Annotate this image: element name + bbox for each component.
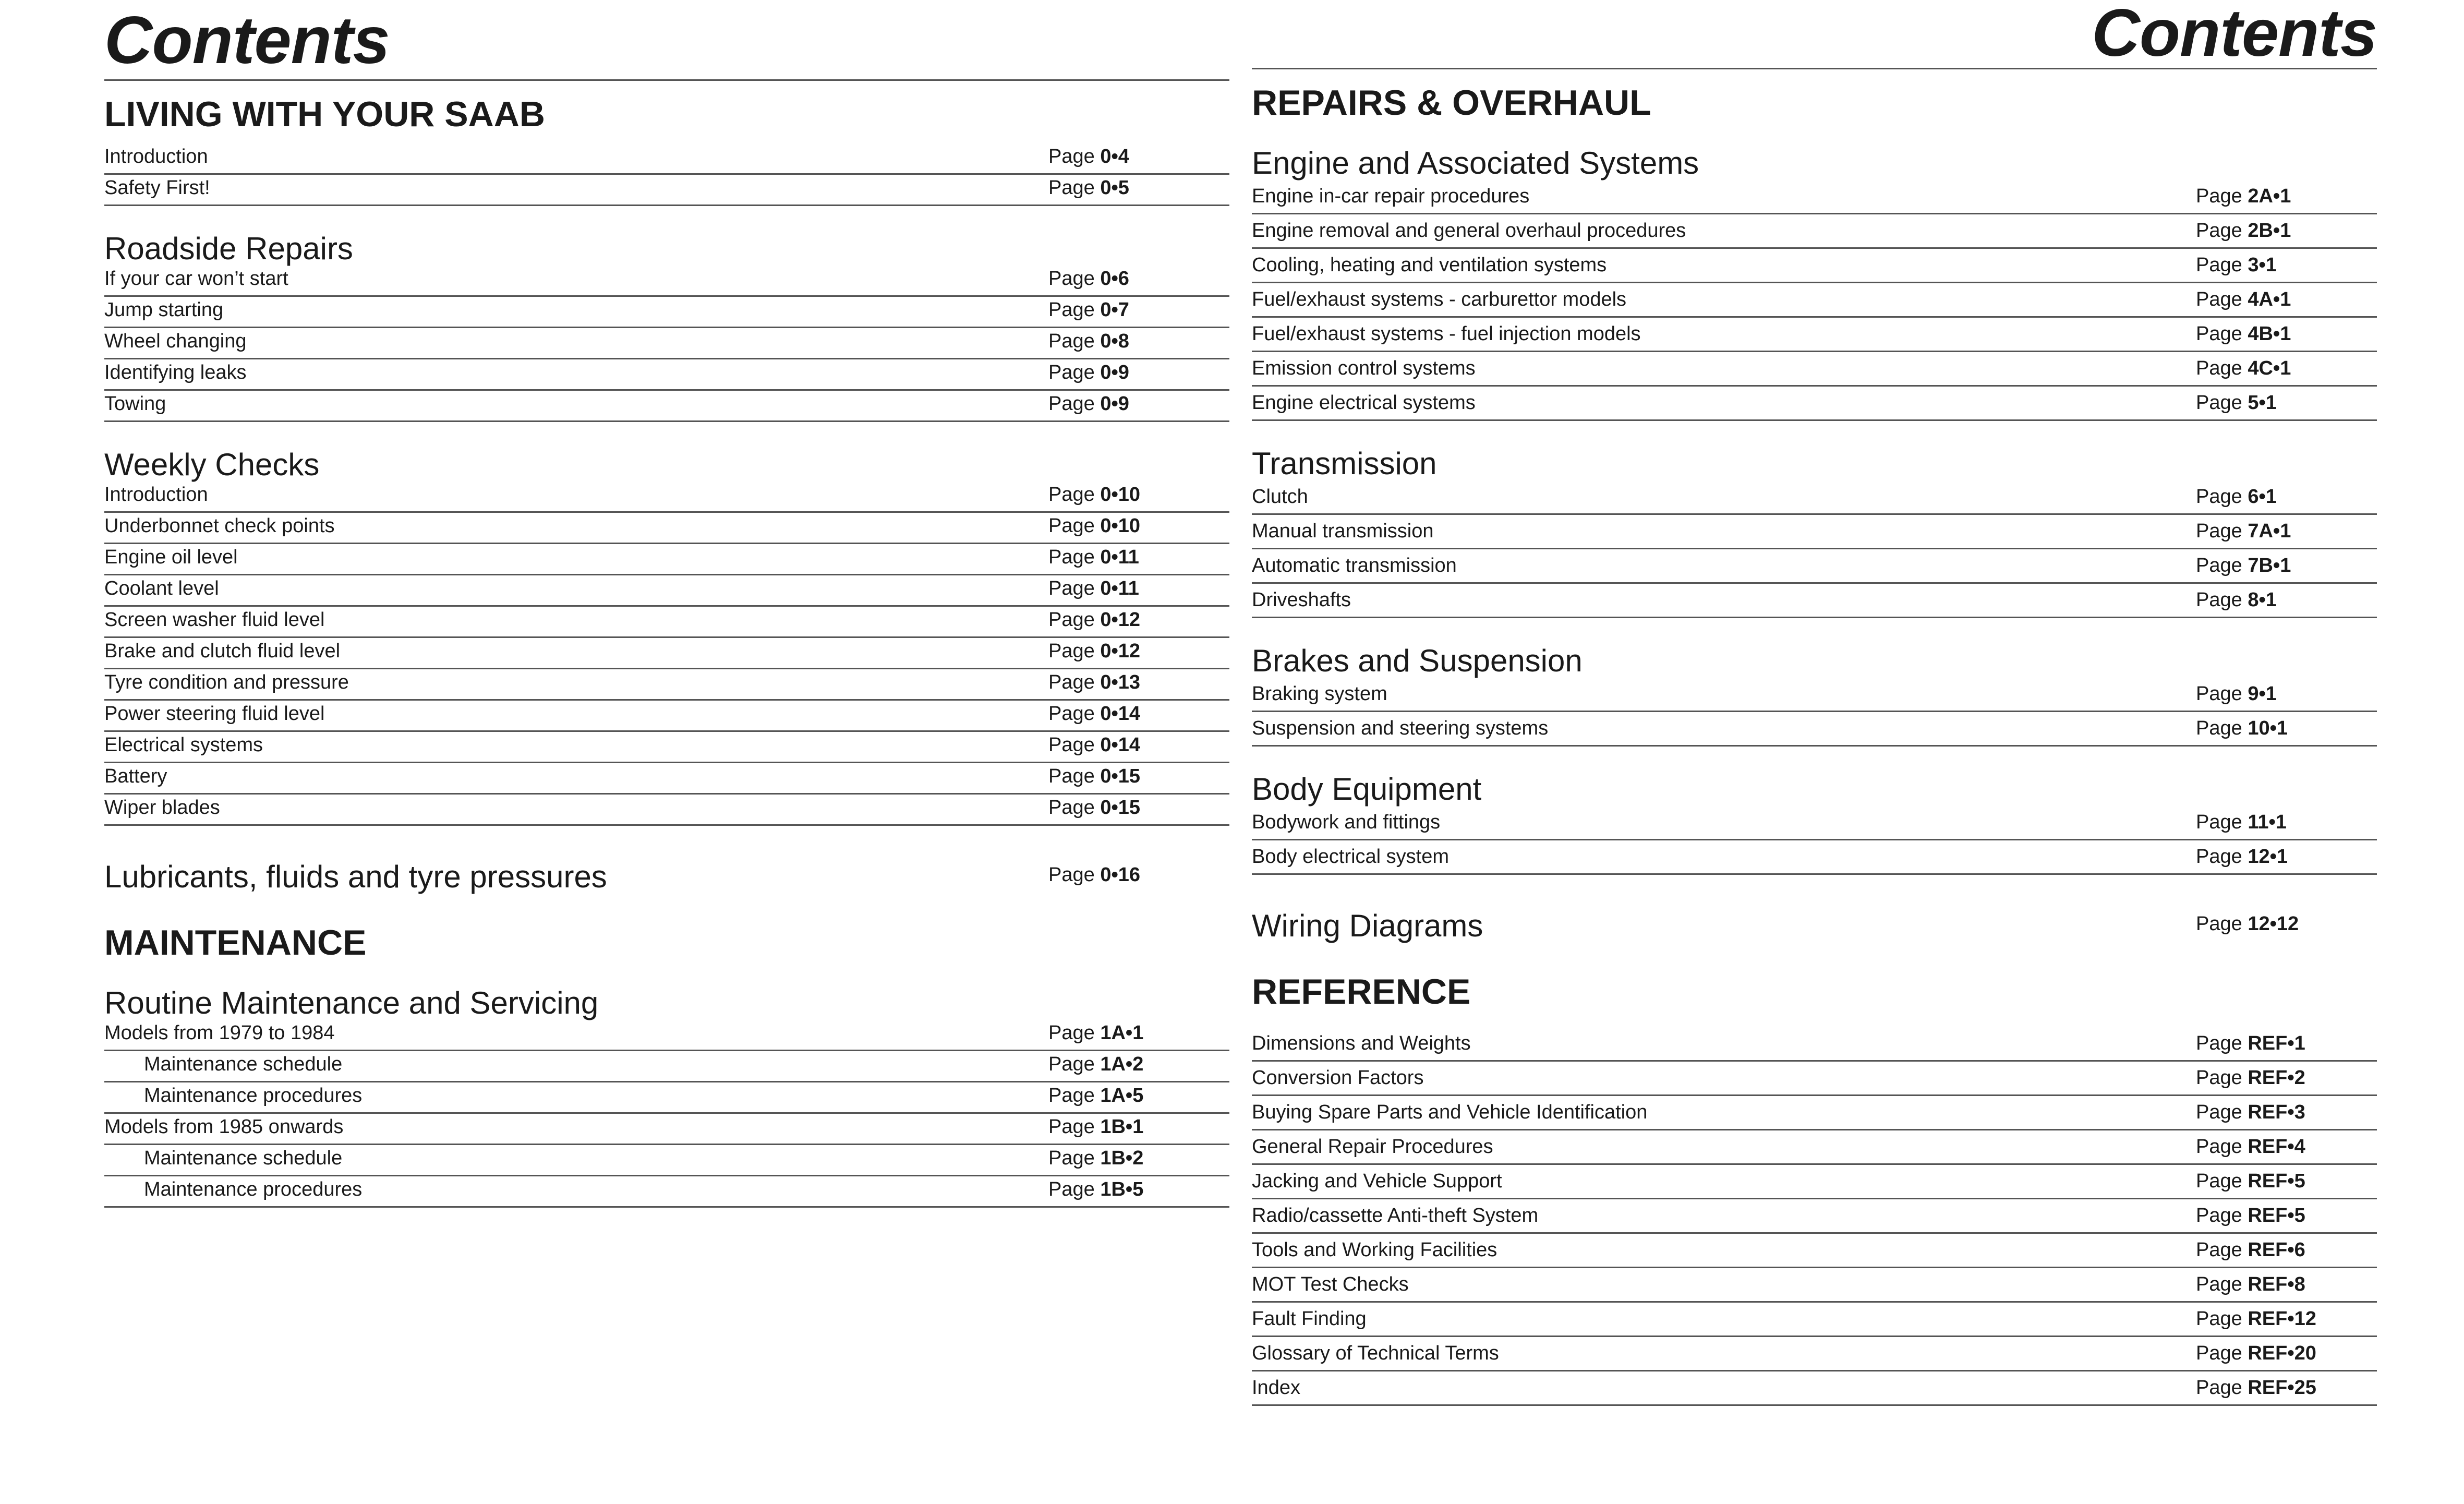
page-prefix: Page <box>2196 589 2242 611</box>
page-number: 0•6 <box>1100 268 1129 290</box>
page-prefix: Page <box>1048 1116 1095 1138</box>
toc-entry-label: Body electrical system <box>1252 846 1450 868</box>
group-heading: Brakes and Suspension <box>1252 643 1583 678</box>
toc-entry-label: Fuel/exhaust systems - carburettor models <box>1252 288 1627 310</box>
toc-row[interactable] <box>1252 1096 2377 1130</box>
page-prefix: Page <box>1048 864 1095 886</box>
toc-entry-label: Maintenance procedures <box>144 1178 363 1200</box>
toc-row[interactable] <box>1252 549 2377 584</box>
page-number: REF•8 <box>2248 1273 2305 1295</box>
right-page <box>1252 0 2377 1406</box>
toc-entry-label: Brake and clutch fluid level <box>104 640 341 662</box>
toc-page-ref <box>1048 1053 1143 1076</box>
page-prefix: Page <box>1048 393 1095 415</box>
toc-row[interactable] <box>1252 1199 2377 1234</box>
toc-entry-label: Tools and Working Facilities <box>1252 1239 1497 1261</box>
toc-page-ref <box>1048 546 1139 569</box>
toc-row[interactable] <box>1252 1268 2377 1303</box>
toc-page-ref <box>1048 1085 1143 1107</box>
page-number: 0•8 <box>1100 330 1129 352</box>
toc-row[interactable] <box>1252 678 2377 712</box>
toc-row[interactable] <box>104 763 1229 795</box>
page-number: 1B•5 <box>1100 1178 1144 1200</box>
toc-row[interactable] <box>104 669 1229 701</box>
page-prefix: Page <box>2196 1273 2242 1295</box>
page-number: REF•5 <box>2248 1205 2305 1226</box>
toc-row[interactable] <box>1252 352 2377 387</box>
toc-row[interactable] <box>1252 840 2377 875</box>
group-heading: Body Equipment <box>1252 772 1482 807</box>
page-number: REF•1 <box>2248 1032 2305 1054</box>
toc-row[interactable] <box>104 1051 1229 1082</box>
page-title: Contents <box>2092 0 2377 70</box>
toc-entry-label: Introduction <box>104 484 208 506</box>
toc-row[interactable] <box>104 513 1229 544</box>
toc-row[interactable] <box>1252 1371 2377 1406</box>
toc-entry-label: Bodywork and fittings <box>1252 811 1441 833</box>
page-number: 9•1 <box>2248 683 2277 705</box>
toc-page-ref <box>1048 177 1129 199</box>
toc-page-ref <box>1048 797 1140 819</box>
toc-page-ref <box>2196 323 2291 345</box>
toc-page-ref <box>2196 1342 2316 1365</box>
page-number: 6•1 <box>2248 486 2277 508</box>
page-number: 0•4 <box>1100 146 1129 167</box>
toc-row[interactable] <box>1252 1027 2377 1062</box>
page-number: 0•7 <box>1100 299 1129 321</box>
toc-entry-label: Automatic transmission <box>1252 555 1457 576</box>
page-title: Contents <box>104 3 390 78</box>
page-prefix: Page <box>2196 323 2242 345</box>
toc-row[interactable] <box>104 175 1229 206</box>
page-number: REF•25 <box>2248 1377 2316 1399</box>
toc-page-ref <box>1048 1147 1143 1170</box>
toc-page-ref <box>2196 1273 2305 1296</box>
toc-page-ref <box>2196 555 2291 577</box>
toc-page-ref <box>2196 846 2288 868</box>
toc-page-ref <box>2196 589 2277 611</box>
page-number: REF•5 <box>2248 1170 2305 1192</box>
page-prefix: Page <box>2196 1032 2242 1054</box>
toc-entry-label: Electrical systems <box>104 734 263 756</box>
toc-row[interactable] <box>1252 318 2377 352</box>
toc-entry-label: Wiper blades <box>104 797 220 819</box>
page-prefix: Page <box>1048 268 1095 290</box>
page-prefix: Page <box>1048 1022 1095 1044</box>
toc-row[interactable] <box>1252 1303 2377 1337</box>
page-number: 0•15 <box>1100 797 1141 819</box>
group-heading: Roadside Repairs <box>104 231 353 266</box>
page-prefix: Page <box>2196 288 2242 310</box>
toc-page-ref <box>2196 288 2291 311</box>
toc-entry-label: Fuel/exhaust systems - fuel injection models <box>1252 323 1641 345</box>
page-number: 12•1 <box>2248 846 2288 868</box>
page-prefix: Page <box>1048 484 1095 506</box>
toc-row[interactable] <box>1252 1337 2377 1371</box>
standalone-entry[interactable] <box>1252 896 2377 943</box>
toc-page-ref <box>1048 671 1140 694</box>
toc-row[interactable] <box>1252 214 2377 249</box>
toc-page-ref <box>2196 717 2288 740</box>
page-prefix: Page <box>2196 913 2242 935</box>
toc-entry-label: Fault Finding <box>1252 1308 1367 1330</box>
toc-page-ref <box>1048 484 1140 506</box>
page-number: 0•16 <box>1100 864 1141 886</box>
page-prefix: Page <box>1048 765 1095 787</box>
toc-page-ref <box>2196 1239 2305 1261</box>
section-heading: LIVING WITH YOUR SAAB <box>104 94 545 134</box>
toc-page-ref <box>2196 220 2291 242</box>
toc-row[interactable] <box>1252 283 2377 318</box>
toc-entry-label: Clutch <box>1252 486 1308 508</box>
page-prefix: Page <box>1048 146 1095 167</box>
page-prefix: Page <box>2196 683 2242 705</box>
toc-entry-label: Wheel changing <box>104 330 247 352</box>
toc-entry-label: Towing <box>104 393 166 415</box>
toc-entry-label: Glossary of Technical Terms <box>1252 1342 1499 1364</box>
toc-page-ref <box>2196 185 2291 208</box>
section-heading: MAINTENANCE <box>104 923 367 962</box>
toc-page-ref <box>2196 520 2291 543</box>
page-number: 1B•1 <box>1100 1116 1144 1138</box>
toc-row[interactable] <box>104 1176 1229 1208</box>
page-prefix: Page <box>1048 1178 1095 1200</box>
toc-page-ref <box>1048 765 1140 788</box>
page-number: 0•14 <box>1100 734 1141 756</box>
toc-page-ref <box>2196 1136 2305 1158</box>
toc-page-ref <box>1048 362 1129 384</box>
toc-page-ref <box>2196 1032 2305 1055</box>
page-prefix: Page <box>1048 609 1095 631</box>
page-prefix: Page <box>2196 1308 2242 1330</box>
page-number: REF•3 <box>2248 1101 2305 1123</box>
toc-left <box>104 94 1229 1208</box>
left-page <box>104 0 1229 1208</box>
toc-entry-label: Dimensions and Weights <box>1252 1032 1471 1054</box>
toc-page-ref <box>2196 683 2277 705</box>
toc-entry-label: Maintenance procedures <box>144 1085 363 1106</box>
page-number: 0•14 <box>1100 703 1141 725</box>
page-number: 5•1 <box>2248 392 2277 414</box>
page-prefix: Page <box>2196 1136 2242 1158</box>
page-prefix: Page <box>2196 811 2242 833</box>
toc-entry-label: Underbonnet check points <box>104 515 335 537</box>
toc-row[interactable] <box>104 1114 1229 1145</box>
page-number: 12•12 <box>2248 913 2299 935</box>
page-number: 0•9 <box>1100 393 1129 415</box>
toc-page-ref <box>1048 577 1139 600</box>
toc-entry-label: Index <box>1252 1377 1300 1399</box>
page-number: REF•6 <box>2248 1239 2305 1261</box>
toc-row[interactable] <box>104 544 1229 575</box>
page-prefix: Page <box>1048 362 1095 383</box>
page-prefix: Page <box>1048 177 1095 199</box>
standalone-label: Wiring Diagrams <box>1252 908 1483 943</box>
standalone-label: Lubricants, fluids and tyre pressures <box>104 859 607 894</box>
page-number: 0•5 <box>1100 177 1129 199</box>
toc-page-ref <box>2196 357 2291 380</box>
toc-entry-label: Tyre condition and pressure <box>104 671 349 693</box>
toc-entry-label: Manual transmission <box>1252 520 1434 542</box>
page-prefix: Page <box>1048 734 1095 756</box>
toc-entry-label: Identifying leaks <box>104 362 247 383</box>
page-number: 1B•2 <box>1100 1147 1144 1169</box>
page-prefix: Page <box>1048 1147 1095 1169</box>
toc-page-ref <box>1048 330 1129 353</box>
page-number: 1A•2 <box>1100 1053 1144 1075</box>
page-prefix: Page <box>2196 1342 2242 1364</box>
page-prefix: Page <box>2196 555 2242 576</box>
toc-entry-label: Maintenance schedule <box>144 1053 343 1075</box>
toc-row[interactable] <box>104 297 1229 328</box>
page-prefix: Page <box>2196 520 2242 542</box>
toc-page-ref <box>1048 1022 1143 1044</box>
toc-entry-label: Conversion Factors <box>1252 1067 1424 1089</box>
page-number: 11•1 <box>2248 811 2287 833</box>
toc-row[interactable] <box>1252 806 2377 840</box>
standalone-entry[interactable] <box>104 847 1229 894</box>
page-prefix: Page <box>1048 1053 1095 1075</box>
toc-row[interactable] <box>104 1020 1229 1051</box>
page-prefix: Page <box>2196 1101 2242 1123</box>
group-heading: Routine Maintenance and Servicing <box>104 985 599 1020</box>
page-number: REF•2 <box>2248 1067 2305 1089</box>
toc-row[interactable] <box>104 391 1229 422</box>
toc-entry-label: Buying Spare Parts and Vehicle Identification <box>1252 1101 1648 1123</box>
page-number: 2B•1 <box>2248 220 2291 242</box>
toc-page-ref <box>1048 640 1140 663</box>
page-prefix: Page <box>2196 392 2242 414</box>
page-prefix: Page <box>2196 1170 2242 1192</box>
toc-page-ref <box>2196 254 2277 276</box>
page-number: 0•9 <box>1100 362 1129 383</box>
page-prefix: Page <box>1048 671 1095 693</box>
toc-row[interactable] <box>1252 249 2377 283</box>
toc-row[interactable] <box>104 732 1229 763</box>
toc-row[interactable] <box>104 795 1229 826</box>
page-number: 0•15 <box>1100 765 1141 787</box>
toc-page-ref <box>1048 268 1129 290</box>
page-prefix: Page <box>1048 330 1095 352</box>
toc-entry-label: Emission control systems <box>1252 357 1476 379</box>
page-prefix: Page <box>1048 299 1095 321</box>
toc-row[interactable] <box>104 575 1229 607</box>
toc-row[interactable] <box>1252 387 2377 421</box>
toc-row[interactable] <box>104 359 1229 391</box>
page-number: 4B•1 <box>2248 323 2291 345</box>
toc-page-ref <box>2196 486 2277 508</box>
page-prefix: Page <box>2196 717 2242 739</box>
page-prefix: Page <box>2196 846 2242 868</box>
group-heading: Transmission <box>1252 446 1437 481</box>
page-number: REF•20 <box>2248 1342 2316 1364</box>
page-prefix: Page <box>1048 703 1095 725</box>
toc-row[interactable] <box>104 1145 1229 1176</box>
page-number: 1A•5 <box>1100 1085 1144 1106</box>
page-prefix: Page <box>2196 486 2242 508</box>
page-prefix: Page <box>2196 357 2242 379</box>
page-number: 2A•1 <box>2248 185 2291 207</box>
toc-entry-label: Engine oil level <box>104 546 238 568</box>
page-prefix: Page <box>1048 1085 1095 1106</box>
toc-entry-label: Safety First! <box>104 177 210 199</box>
page-number: 7A•1 <box>2248 520 2291 542</box>
section-heading: REPAIRS & OVERHAUL <box>1252 83 1651 123</box>
page-number: 0•12 <box>1100 609 1141 631</box>
page-prefix: Page <box>2196 1205 2242 1226</box>
page-number: 10•1 <box>2248 717 2288 739</box>
toc-row[interactable] <box>104 1082 1229 1114</box>
toc-entry-label: Screen washer fluid level <box>104 609 325 631</box>
toc-page-ref <box>2196 1377 2316 1399</box>
section-heading: REFERENCE <box>1252 972 1471 1012</box>
page-prefix: Page <box>2196 1377 2242 1399</box>
page-number: 0•12 <box>1100 640 1141 662</box>
toc-entry-label: Jacking and Vehicle Support <box>1252 1170 1502 1192</box>
toc-entry-label: Battery <box>104 765 167 787</box>
toc-entry-label: Radio/cassette Anti-theft System <box>1252 1205 1539 1226</box>
toc-entry-label: Cooling, heating and ventilation systems <box>1252 254 1607 276</box>
page-number: 0•11 <box>1100 546 1139 568</box>
toc-page-ref <box>1048 515 1140 537</box>
toc-entry-label: Power steering fluid level <box>104 703 325 725</box>
toc-entry-label: General Repair Procedures <box>1252 1136 1493 1158</box>
toc-row[interactable] <box>1252 180 2377 214</box>
toc-page-ref <box>2196 1308 2316 1330</box>
toc-row[interactable] <box>104 482 1229 513</box>
toc-page-ref <box>2196 1067 2305 1089</box>
page-number: 3•1 <box>2248 254 2277 276</box>
page-prefix: Page <box>2196 185 2242 207</box>
page-number: 4A•1 <box>2248 288 2291 310</box>
toc-entry-label: Braking system <box>1252 683 1387 705</box>
toc-row[interactable] <box>1252 1130 2377 1165</box>
toc-page-ref <box>2196 1170 2305 1193</box>
toc-page-ref <box>1048 734 1140 756</box>
page-prefix: Page <box>2196 220 2242 242</box>
page-prefix: Page <box>2196 254 2242 276</box>
toc-entry-label: Engine in-car repair procedures <box>1252 185 1530 207</box>
toc-row[interactable] <box>104 607 1229 638</box>
toc-page-ref <box>2196 1101 2305 1124</box>
toc-row[interactable] <box>1252 1062 2377 1096</box>
page-prefix: Page <box>1048 577 1095 599</box>
page-number: 0•10 <box>1100 484 1141 506</box>
toc-entry-label: Driveshafts <box>1252 589 1351 611</box>
toc-row[interactable] <box>104 701 1229 732</box>
toc-entry-label: Engine electrical systems <box>1252 392 1476 414</box>
toc-right <box>1252 85 2377 1406</box>
toc-entry-label: Models from 1985 onwards <box>104 1116 344 1138</box>
toc-page-ref <box>2196 392 2277 414</box>
page-number: REF•4 <box>2248 1136 2305 1158</box>
toc-entry-label: Maintenance schedule <box>144 1147 343 1169</box>
page-number: 0•10 <box>1100 515 1141 537</box>
page-number: 8•1 <box>2248 589 2277 611</box>
toc-page-ref <box>1048 299 1129 321</box>
toc-row[interactable] <box>1252 1234 2377 1268</box>
group-heading: Weekly Checks <box>104 447 320 482</box>
toc-row[interactable] <box>1252 712 2377 747</box>
toc-entry-label: Engine removal and general overhaul procedures <box>1252 220 1686 242</box>
toc-page-ref <box>1048 146 1129 168</box>
toc-page-ref <box>2196 913 2299 935</box>
toc-entry-label: Coolant level <box>104 577 219 599</box>
toc-page-ref <box>1048 703 1140 725</box>
toc-page-ref <box>2196 811 2287 834</box>
toc-row[interactable] <box>1252 515 2377 549</box>
page-number: REF•12 <box>2248 1308 2316 1330</box>
toc-row[interactable] <box>104 143 1229 175</box>
page-number: 1A•1 <box>1100 1022 1144 1044</box>
page-number: 7B•1 <box>2248 555 2291 576</box>
toc-entry-label: If your car won’t start <box>104 268 288 290</box>
page-prefix: Page <box>1048 797 1095 819</box>
page-prefix: Page <box>2196 1067 2242 1089</box>
page-prefix: Page <box>1048 515 1095 537</box>
toc-page-ref <box>1048 609 1140 631</box>
toc-row[interactable] <box>104 638 1229 669</box>
toc-entry-label: Jump starting <box>104 299 224 321</box>
page-prefix: Page <box>1048 546 1095 568</box>
toc-entry-label: Introduction <box>104 146 208 167</box>
toc-entry-label: Suspension and steering systems <box>1252 717 1549 739</box>
toc-page-ref <box>1048 1116 1143 1138</box>
group-heading: Engine and Associated Systems <box>1252 146 1699 181</box>
toc-row[interactable] <box>1252 1165 2377 1199</box>
toc-page-ref <box>1048 393 1129 415</box>
page-prefix: Page <box>2196 1239 2242 1261</box>
toc-page-ref <box>1048 864 1140 886</box>
toc-row[interactable] <box>104 328 1229 359</box>
toc-row[interactable] <box>104 266 1229 297</box>
toc-page-ref <box>1048 1178 1143 1201</box>
toc-page-ref <box>2196 1205 2305 1227</box>
toc-row[interactable] <box>1252 480 2377 515</box>
title-rule <box>104 79 1229 81</box>
page-prefix: Page <box>1048 640 1095 662</box>
toc-row[interactable] <box>1252 584 2377 618</box>
page-number: 4C•1 <box>2248 357 2291 379</box>
toc-entry-label: MOT Test Checks <box>1252 1273 1409 1295</box>
page-number: 0•13 <box>1100 671 1141 693</box>
toc-entry-label: Models from 1979 to 1984 <box>104 1022 335 1044</box>
page-number: 0•11 <box>1100 577 1139 599</box>
